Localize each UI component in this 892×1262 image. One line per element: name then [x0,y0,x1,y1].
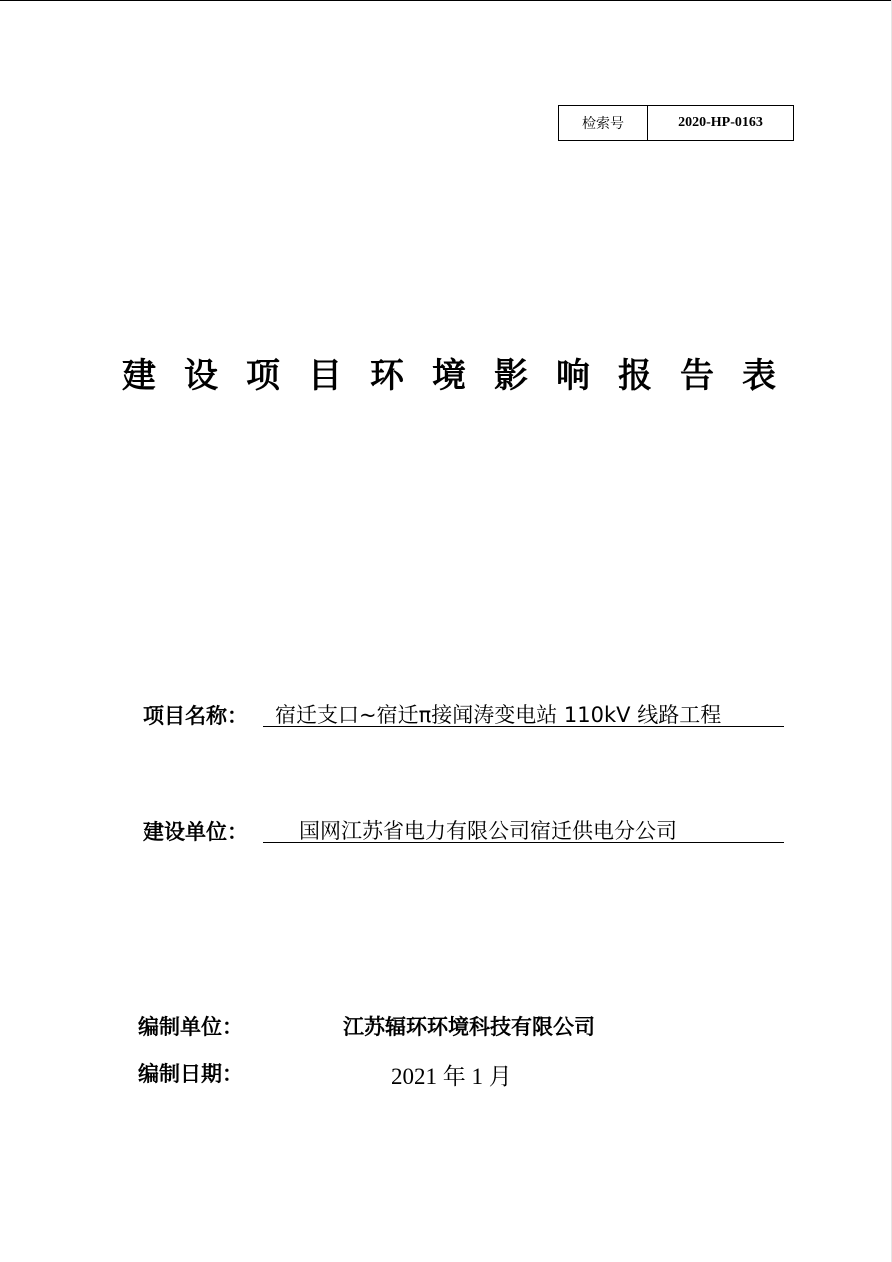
index-number-box [558,105,794,141]
document-title: 建设项目环境影响报告表 [122,356,804,396]
date-label: 编制日期： [138,1062,243,1086]
builder-value: 国网江苏省电力有限公司宿迁供电分公司 [263,815,784,843]
builder-label: 建设单位： [143,820,248,844]
date-value: 2021 年 1 月 [391,1064,512,1089]
index-label: 检索号 [559,106,648,140]
compiler-label: 编制单位： [138,1015,243,1039]
compiler-value: 江苏辐环环境科技有限公司 [343,1015,595,1039]
index-value: 2020-HP-0163 [678,115,763,130]
top-border-line [0,0,892,1]
project-name-label: 项目名称： [143,704,248,728]
project-name-value: 宿迁支口~宿迁π接闻涛变电站 110kV 线路工程 [263,699,784,727]
